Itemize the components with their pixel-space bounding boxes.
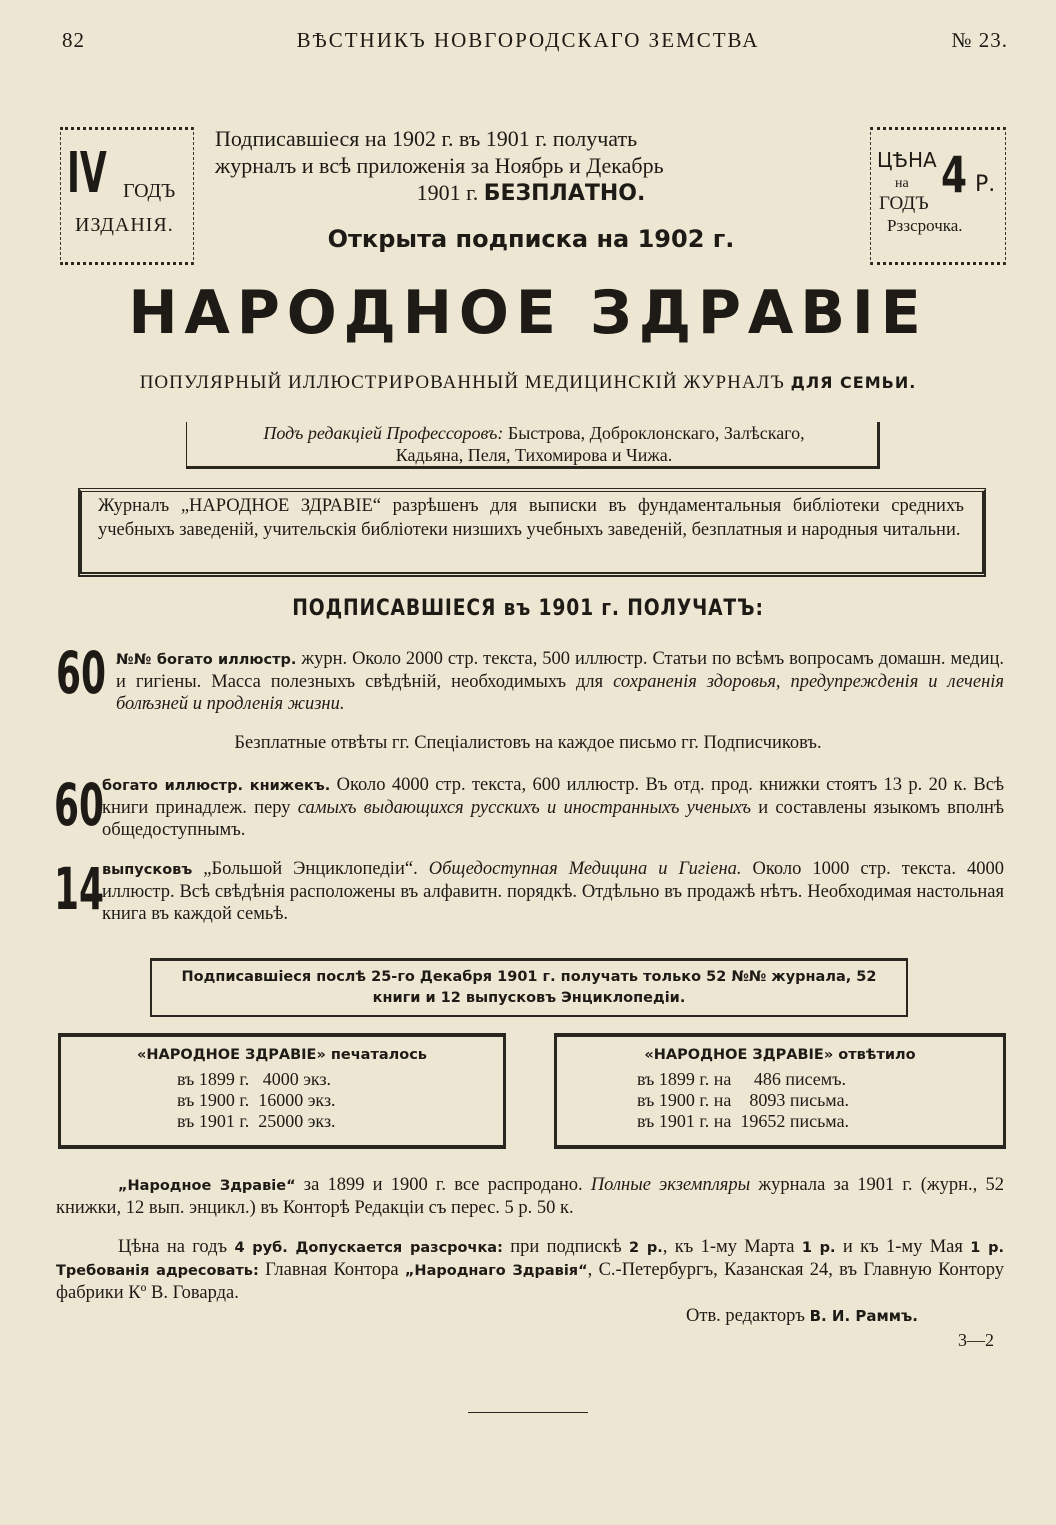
price-terms-bold: 1 р. bbox=[801, 1240, 836, 1256]
item-3-body: „Большой Энциклопедіи“. bbox=[192, 859, 429, 879]
price-amount: 4 bbox=[941, 146, 968, 204]
issue-number: № 23. bbox=[951, 28, 1008, 52]
subtitle-main: ПОПУЛЯРНЫЙ ИЛЛЮСТРИРОВАННЫЙ МЕДИЦИНСКІЙ ЖУРНАЛЪ bbox=[139, 372, 785, 393]
item-1-text bbox=[116, 648, 1004, 715]
editors-lead: Подъ редакціей Профессоровъ: bbox=[263, 423, 504, 443]
sold-out-body: за 1899 и 1900 г. все распродано. bbox=[295, 1175, 591, 1195]
circulation-stats-box bbox=[58, 1033, 506, 1149]
masthead-title: НАРОДНОЕ ЗДРАВІЕ bbox=[128, 278, 928, 348]
letters-answered-row: въ 1899 г. на 486 писемъ. bbox=[637, 1069, 846, 1089]
free-answers-line: Безплатные отвѣты гг. Спеціалистовъ на каждое письмо гг. Подписчиковъ. bbox=[234, 733, 822, 753]
editor-name: В. И. Раммъ. bbox=[809, 1307, 918, 1325]
circulation-title: «НАРОДНОЕ ЗДРАВІЕ» печаталось bbox=[137, 1047, 427, 1063]
free-issues-line-3 bbox=[215, 179, 847, 207]
item-2-lead: богато иллюстр. книжекъ. bbox=[102, 778, 331, 794]
open-subscription-heading: Открыта подписка на 1902 г. bbox=[327, 225, 735, 253]
free-issues-line-2: журналъ и всѣ приложенія за Ноябрь и Декабрь bbox=[215, 153, 664, 178]
sold-out-tail: журнала за 1901 г. (журн., 52 книжки, 12 вып. энцикл.) въ Конторѣ Редакціи съ перес. 5 р. 50 к. bbox=[56, 1175, 1004, 1218]
item-3-lead: выпусковъ bbox=[102, 862, 193, 878]
year-word: ГОДЪ bbox=[123, 180, 176, 202]
item-1-italic: сохраненія здоровья, предупрежденія и леченія болѣзней и продленія жизни. bbox=[116, 672, 1004, 714]
editors-line-1: Быстрова, Доброклонскаго, Залѣскаго, bbox=[507, 423, 805, 443]
price-terms-paragraph bbox=[56, 1236, 1004, 1304]
circulation-row: въ 1899 г. 4000 экз. bbox=[177, 1069, 332, 1089]
year-of-publication-box bbox=[60, 127, 194, 265]
item-3-number: 14 bbox=[54, 855, 105, 923]
price-terms-bold: „Народнаго Здравія“ bbox=[404, 1263, 588, 1279]
free-issues-notice bbox=[215, 125, 847, 207]
item-3-text bbox=[102, 858, 1004, 925]
masthead-subtitle bbox=[0, 372, 1056, 394]
page-number: 82 bbox=[62, 28, 85, 52]
price-terms-bold: 4 руб. Допускается разсрочка: bbox=[234, 1240, 503, 1256]
price-terms-part: и къ 1-му Мая bbox=[835, 1237, 971, 1257]
price-terms-part: , С.-Петербургъ, Казанская 24, въ Главную Контору фабрики Кº В. Говарда. bbox=[56, 1260, 1004, 1303]
sold-out-paragraph bbox=[56, 1174, 1004, 1219]
item-2-body: Около 4000 стр. текста, 600 иллюстр. Въ отд. прод. книжки стоятъ 13 р. 20 к. Всѣ книги принадлеж. перу bbox=[102, 775, 1005, 818]
price-terms-bold: 1 р. Требованія адресовать: bbox=[56, 1240, 1004, 1279]
editor-label: Отв. редакторъ bbox=[686, 1306, 805, 1326]
responsible-editor-line bbox=[686, 1306, 918, 1327]
item-1-number: 60 bbox=[56, 639, 107, 707]
item-1-body: журн. Около 2000 стр. текста, 500 иллюстр. Статьи по всѣмъ вопросамъ домашн. медиц. и гигіены. Масса полезныхъ свѣдѣній, необходимыхъ для bbox=[116, 649, 1004, 692]
circulation-row: въ 1901 г. 25000 экз. bbox=[177, 1111, 336, 1131]
ad-code: 3—2 bbox=[958, 1330, 994, 1350]
free-issues-line-1: Подписавшіеся на 1902 г. въ 1901 г. получать bbox=[215, 126, 638, 151]
journal-title: ВѢСТНИКЪ НОВГОРОДСКАГО ЗЕМСТВА bbox=[296, 28, 760, 52]
late-subscription-text: Подписавшіеся послѣ 25-го Декабря 1901 г. получать только 52 №№ журнала, 52 книги и 12 выпусковъ Энциклопедіи. bbox=[181, 969, 877, 1006]
sold-out-italic: Полные экземпляры bbox=[590, 1175, 751, 1195]
free-issues-year: 1901 г. bbox=[416, 180, 479, 205]
price-unit: Р. bbox=[975, 172, 996, 197]
item-2-italic: самыхъ выдающихся русскихъ и иностранныхъ ученыхъ bbox=[297, 798, 751, 818]
price-terms-part: Цѣна на годъ bbox=[118, 1237, 235, 1257]
editors-box bbox=[186, 422, 880, 469]
late-subscription-box bbox=[150, 958, 908, 1017]
sold-out-lead: „Народное Здравіе“ bbox=[118, 1178, 296, 1194]
price-terms-part: , къ 1-му Марта bbox=[662, 1237, 802, 1257]
library-permission-text: Журналъ „НАРОДНОЕ ЗДРАВІЕ“ разрѣшенъ для выписки въ фундаментальныя библіотеки среднихъ учебныхъ заведеній, учительскія библіотеки низшихъ учебныхъ заведеній, безплатныя и народныя читальни. bbox=[98, 496, 964, 540]
editors-line-2: Кадьяна, Пеля, Тихомирова и Чижа. bbox=[395, 445, 673, 465]
price-installment: Рззсрочка. bbox=[887, 216, 963, 235]
price-per: на bbox=[895, 176, 909, 191]
item-1-lead: №№ богато иллюстр. bbox=[116, 652, 297, 668]
editors-text bbox=[199, 422, 869, 466]
letters-answered-box bbox=[554, 1033, 1006, 1149]
subscribers-receive-heading: ПОДПИСАВШІЕСЯ въ 1901 г. ПОЛУЧАТЪ: bbox=[292, 596, 764, 621]
price-box bbox=[870, 127, 1006, 265]
item-2-text bbox=[102, 774, 1004, 841]
price-terms-part: Главная Контора bbox=[258, 1260, 405, 1280]
publication-word: ИЗДАНІЯ. bbox=[75, 214, 174, 236]
item-2-tail: и составлены языкомъ вполнѣ общедоступнымъ. bbox=[102, 798, 1004, 840]
footer-rule bbox=[468, 1412, 588, 1413]
price-terms-bold: 2 р. bbox=[629, 1240, 663, 1256]
item-2-number: 60 bbox=[54, 771, 105, 839]
letters-answered-row: въ 1900 г. на 8093 письма. bbox=[637, 1090, 850, 1110]
price-label: ЦѢНА bbox=[877, 148, 937, 172]
free-issues-free: БЕЗПЛАТНО. bbox=[483, 181, 646, 206]
price-year: ГОДЪ bbox=[879, 193, 929, 214]
subtitle-tail: ДЛЯ СЕМЬИ. bbox=[790, 373, 917, 392]
item-3-tail: Около 1000 стр. текста. 4000 иллюстр. Всѣ свѣдѣнія расположены въ алфавитн. порядкѣ. Отдѣльно въ продажѣ нѣтъ. Необходимая настольная книга въ каждой семьѣ. bbox=[102, 859, 1004, 924]
circulation-row: въ 1900 г. 16000 экз. bbox=[177, 1090, 336, 1110]
letters-answered-title: «НАРОДНОЕ ЗДРАВІЕ» отвѣтило bbox=[644, 1047, 916, 1063]
letters-answered-row: въ 1901 г. на 19652 письма. bbox=[637, 1111, 850, 1131]
year-numeral: IV bbox=[67, 141, 107, 206]
item-3-italic: Общедоступная Медицина и Гигіена. bbox=[428, 859, 742, 879]
price-terms-part: при подпискѣ bbox=[502, 1237, 630, 1257]
library-permission-box bbox=[78, 488, 986, 577]
